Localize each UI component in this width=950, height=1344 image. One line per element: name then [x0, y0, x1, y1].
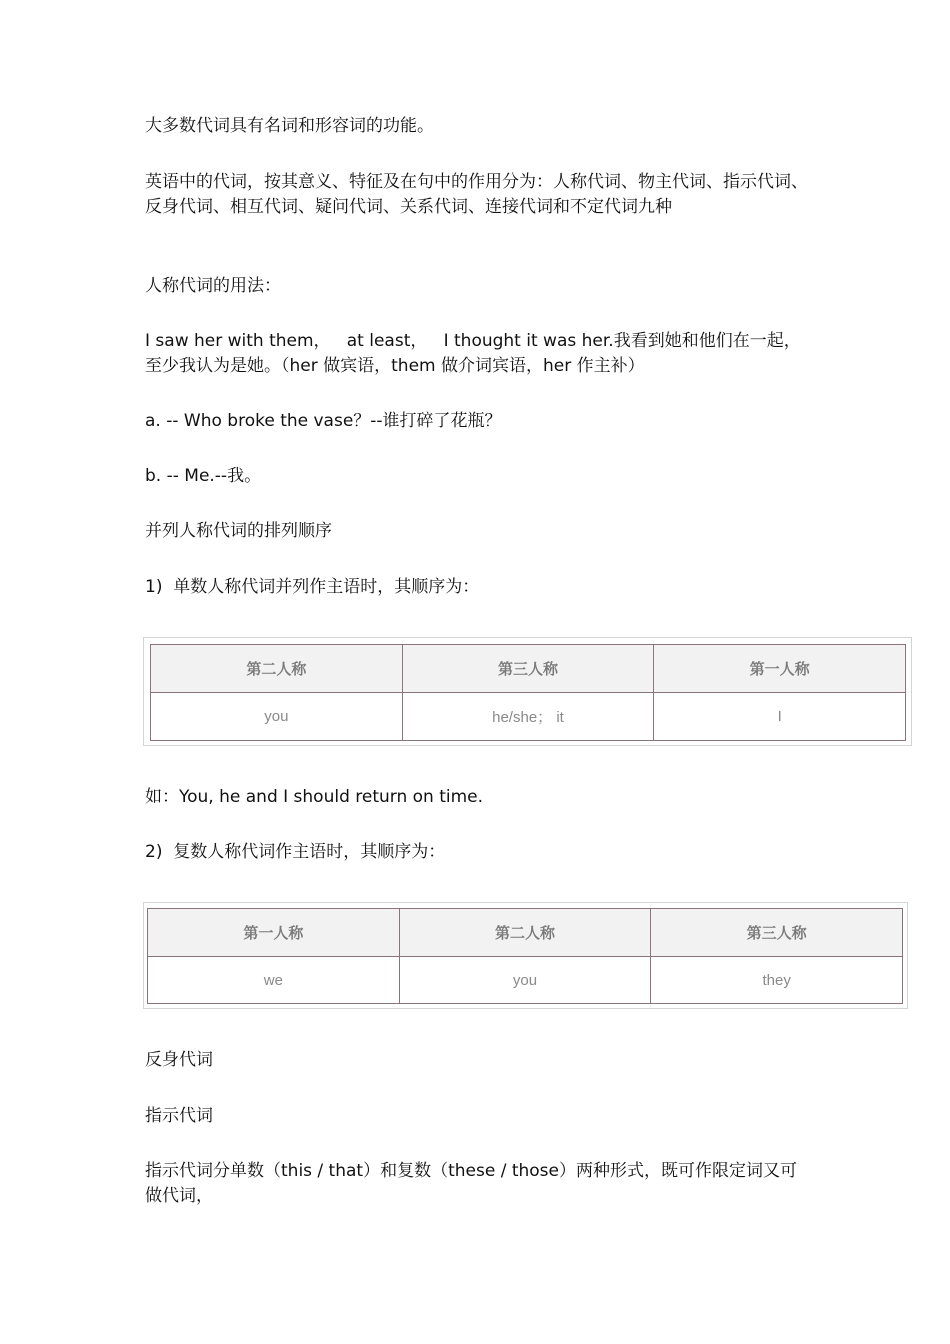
table-header-cell: 第一人称	[654, 645, 906, 693]
table-header-cell: 第一人称	[148, 909, 400, 957]
table-cell: you	[151, 693, 403, 741]
intro-paragraph: 大多数代词具有名词和形容词的功能。	[145, 116, 434, 136]
table-header-cell: 第三人称	[402, 645, 654, 693]
pronoun-categories-paragraph: 英语中的代词，按其意义、特征及在句中的作用分为：人称代词、物主代词、指示代词、反身代词、相互代词、疑问代词、关系代词、连接代词和不定代词九种	[145, 172, 808, 217]
table-header-cell: 第二人称	[151, 645, 403, 693]
table-header-cell: 第二人称	[399, 909, 651, 957]
table-cell: you	[399, 957, 651, 1004]
table-cell: we	[148, 957, 400, 1004]
order-heading: 并列人称代词的排列顺序	[145, 521, 332, 541]
plural-order-label: 2) 复数人称代词作主语时，其顺序为：	[145, 842, 446, 862]
singular-order-table	[150, 644, 906, 741]
reflexive-pronoun-heading: 反身代词	[145, 1050, 213, 1070]
table-header-cell: 第三人称	[651, 909, 903, 957]
table-cell: he/she； it	[402, 693, 654, 741]
singular-order-label: 1) 单数人称代词并列作主语时，其顺序为：	[145, 577, 480, 597]
dialogue-line-a: a. -- Who broke the vase？--谁打碎了花瓶？	[145, 411, 502, 431]
plural-order-table	[147, 908, 903, 1004]
table-cell: they	[651, 957, 903, 1004]
dialogue-line-b: b. -- Me.--我。	[145, 466, 262, 486]
table-row	[151, 693, 906, 741]
example-order-sentence: 如：You, he and I should return on time.	[145, 787, 484, 807]
personal-pronoun-usage-heading: 人称代词的用法：	[145, 276, 281, 296]
demonstrative-pronoun-paragraph: 指示代词分单数（this / that）和复数（these / those）两种形式，既可作限定词又可做代词，	[145, 1161, 797, 1206]
table-cell: I	[654, 693, 906, 741]
table-row	[148, 957, 903, 1004]
demonstrative-pronoun-heading: 指示代词	[145, 1106, 213, 1126]
example-sentence-paragraph: I saw her with them， at least， I thought it was her.我看到她和他们在一起，至少我认为是她。（her 做宾语，them 做介词宾语，her 作主补）	[145, 331, 801, 376]
